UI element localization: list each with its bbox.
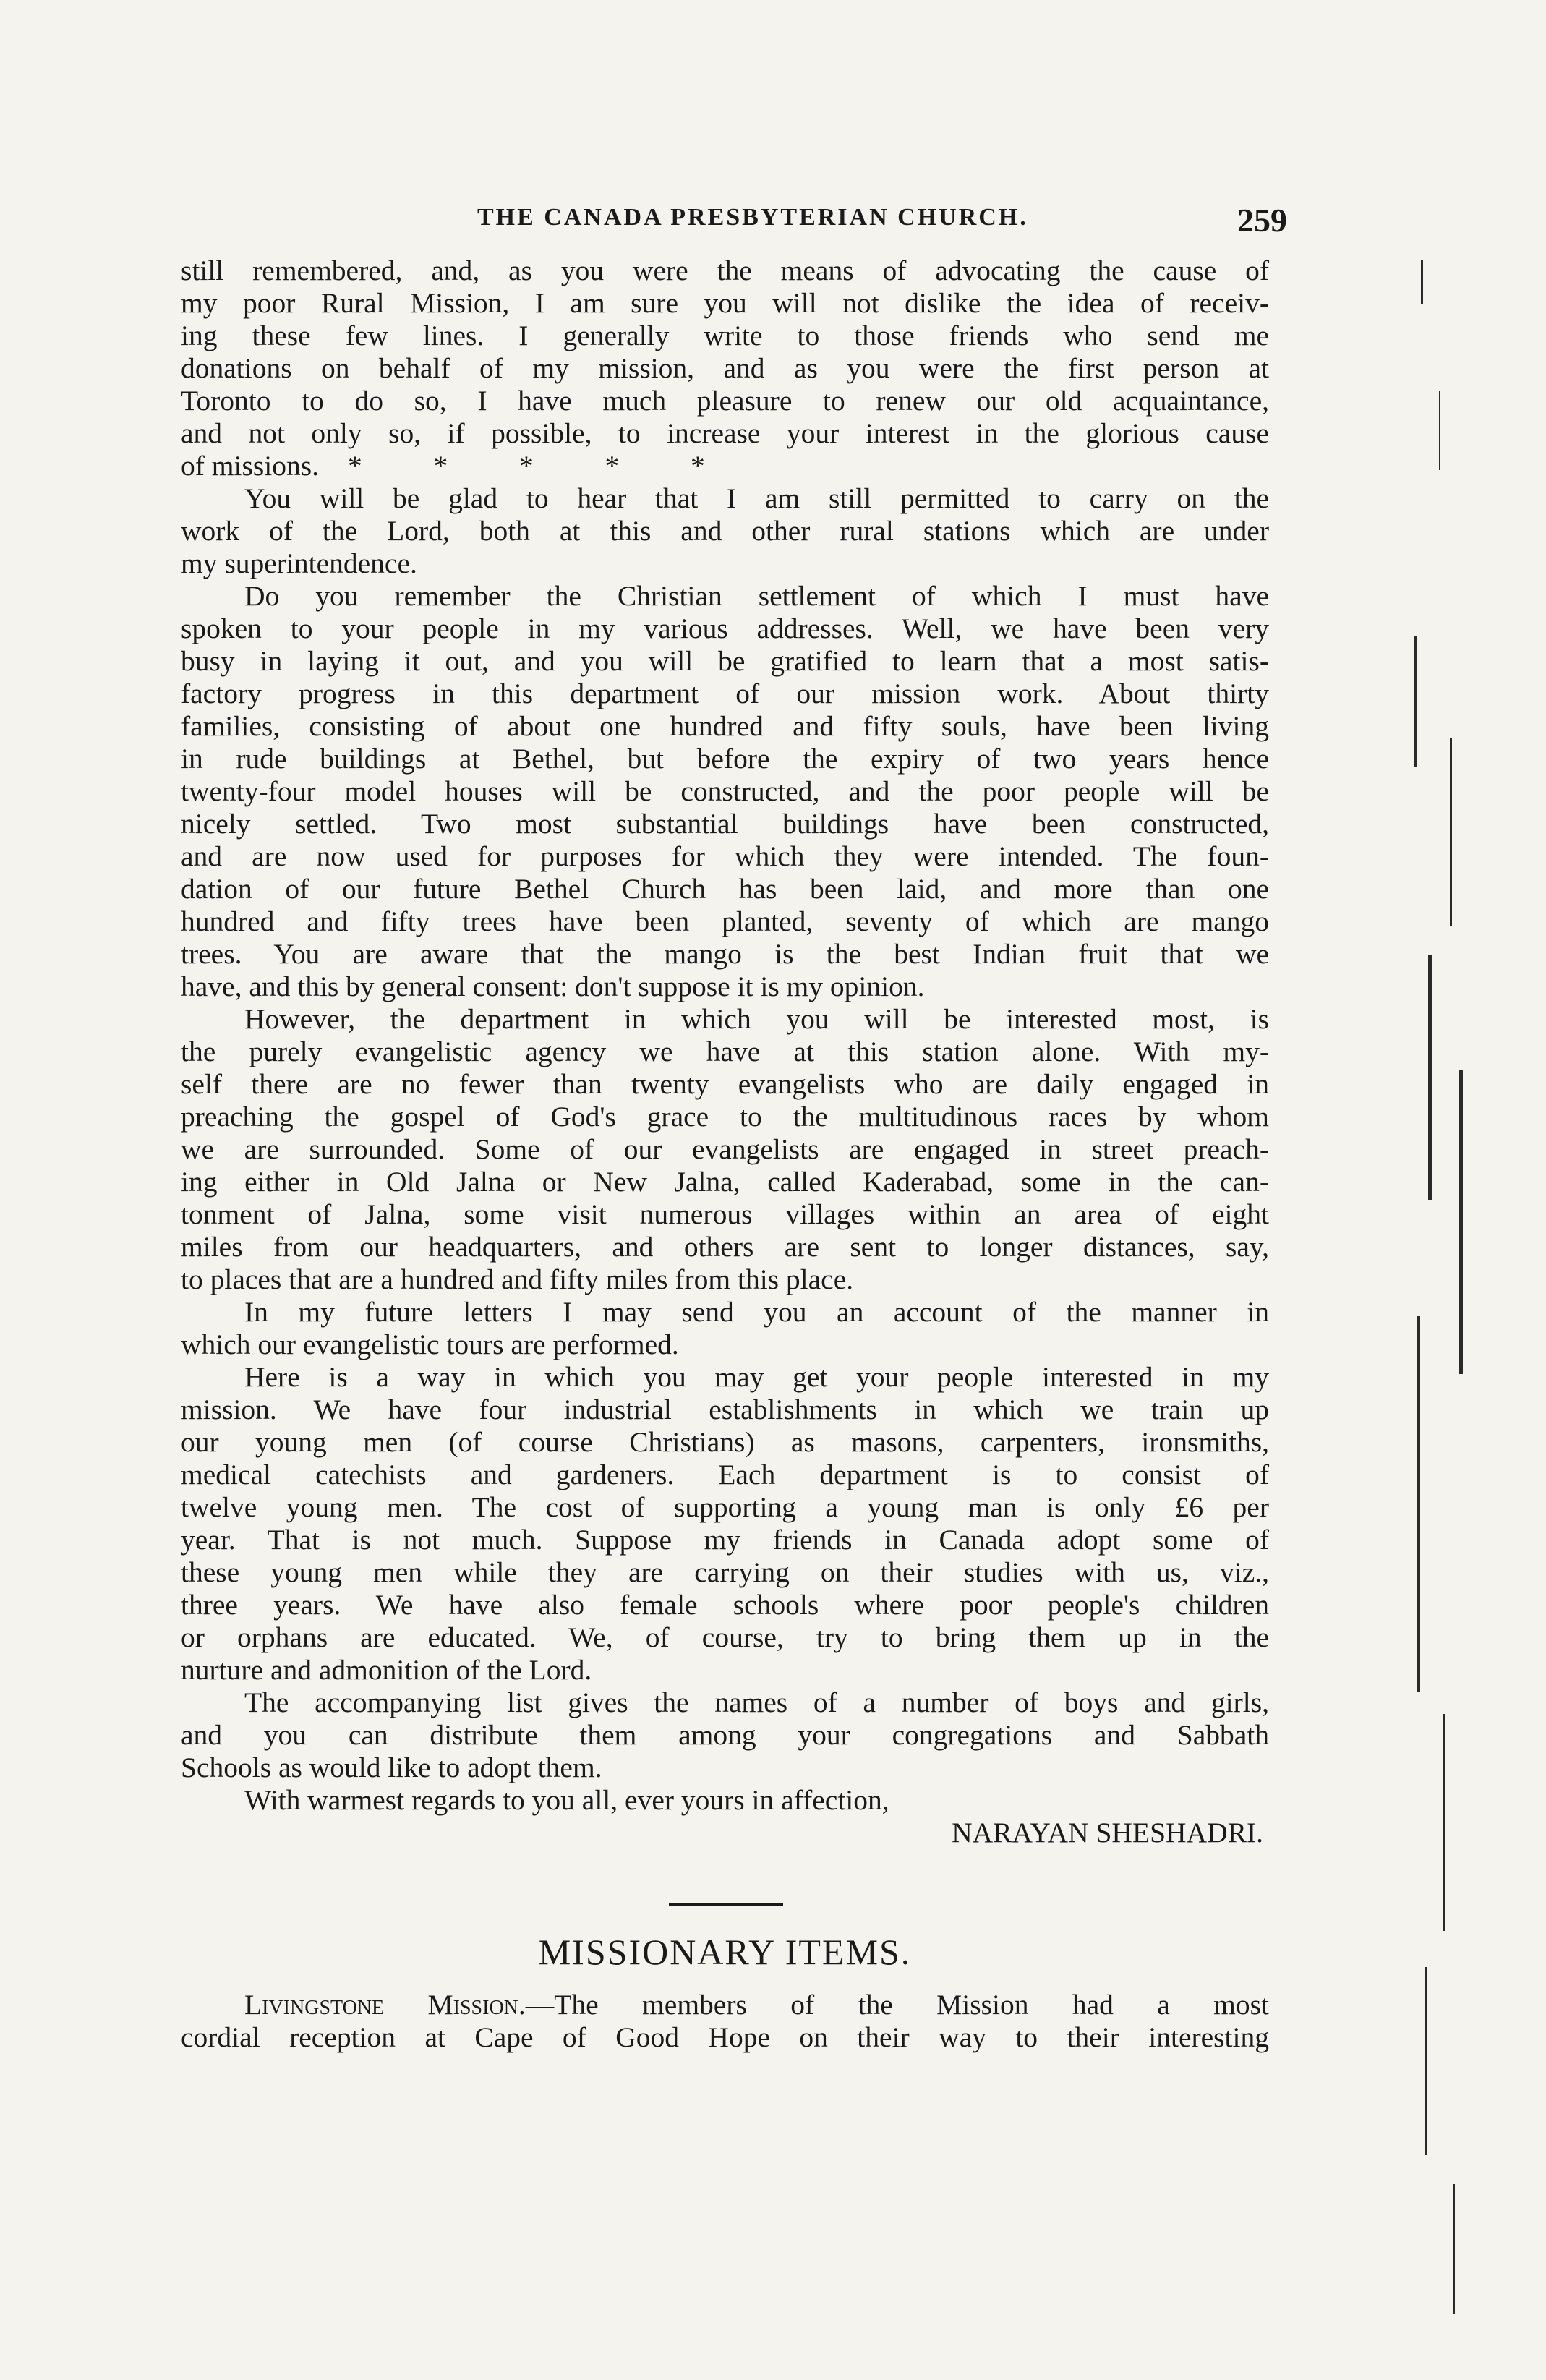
- section-body: [181, 1989, 1269, 2054]
- text-line: medical catechists and gardeners. Each department is to consist of: [181, 1459, 1269, 1490]
- text-line: spoken to your people in my various addresses. Well, we have been very: [181, 613, 1269, 644]
- paragraph-start: Here is a way in which you may get your people interested in my: [244, 1361, 1269, 1393]
- text-line: year. That is not much. Suppose my friends in Canada adopt some of: [181, 1524, 1269, 1556]
- scan-speck: [1459, 1070, 1463, 1374]
- text-line: twelve young men. The cost of supporting a young man is only £6 per: [181, 1491, 1269, 1523]
- text-line: and not only so, if possible, to increase your interest in the glorious cause: [181, 417, 1269, 449]
- scan-speck: [1428, 955, 1432, 1200]
- signature: NARAYAN SHESHADRI.: [952, 1817, 1263, 1848]
- text-line: miles from our headquarters, and others are sent to longer distances, say,: [181, 1231, 1269, 1263]
- scan-speck: [1414, 636, 1417, 767]
- text-line: three years. We have also female schools where poor people's children: [181, 1589, 1269, 1621]
- section-title: MISSIONARY ITEMS.: [538, 1932, 912, 1972]
- text-line: my superintendence.: [181, 547, 417, 579]
- scan-speck: [1417, 1316, 1420, 1692]
- text-line: [181, 1989, 1269, 2021]
- section-lead: Livingstone Mission.: [244, 1989, 526, 2021]
- section-divider: [669, 1903, 783, 1906]
- text-line: mission. We have four industrial establishments in which we train up: [181, 1394, 1269, 1425]
- scan-speck: [1439, 391, 1440, 470]
- text-line: Toronto to do so, I have much pleasure to renew our old acquaintance,: [181, 385, 1269, 417]
- scan-speck: [1443, 1714, 1445, 1931]
- text-line: ing these few lines. I generally write to those friends who send me: [181, 320, 1269, 351]
- binding-edge-noise: [1399, 231, 1486, 2358]
- text-line: our young men (of course Christians) as masons, carpenters, ironsmiths,: [181, 1426, 1269, 1458]
- scan-speck: [1453, 2184, 1455, 2314]
- text-line: work of the Lord, both at this and other rural stations which are under: [181, 515, 1269, 547]
- text-line: to places that are a hundred and fifty miles from this place.: [181, 1263, 854, 1295]
- text-line: and are now used for purposes for which they were intended. The foun-: [181, 840, 1269, 872]
- text-line: factory progress in this department of our mission work. About thirty: [181, 678, 1269, 709]
- page-number: 259: [1237, 202, 1287, 239]
- text-line: tonment of Jalna, some visit numerous villages within an area of eight: [181, 1198, 1269, 1230]
- text-line-with-stars: [181, 450, 1269, 482]
- section-line-rest: —The members of the Mission had a most: [525, 1989, 1269, 2021]
- text-line: still remembered, and, as you were the means of advocating the cause of: [181, 255, 1269, 286]
- scan-speck: [1421, 260, 1423, 304]
- text-line: cordial reception at Cape of Good Hope on their way to their interesting: [181, 2021, 1269, 2053]
- paragraph-start: The accompanying list gives the names of a number of boys and girls,: [244, 1686, 1269, 1718]
- text-line: ing either in Old Jalna or New Jalna, called Kaderabad, some in the can-: [181, 1166, 1269, 1198]
- text-line: self there are no fewer than twenty evangelists who are daily engaged in: [181, 1068, 1269, 1100]
- text-line: which our evangelistic tours are performed.: [181, 1328, 679, 1360]
- scan-speck: [1450, 738, 1452, 926]
- text-line: trees. You are aware that the mango is the best Indian fruit that we: [181, 938, 1269, 970]
- text-line: donations on behalf of my mission, and as you were the first person at: [181, 352, 1269, 384]
- text-line: families, consisting of about one hundred and fifty souls, have been living: [181, 710, 1269, 742]
- text-line: in rude buildings at Bethel, but before the expiry of two years hence: [181, 743, 1269, 775]
- text-line: these young men while they are carrying on their studies with us, viz.,: [181, 1556, 1269, 1588]
- closing-line: With warmest regards to you all, ever yours in affection,: [244, 1784, 889, 1816]
- text-line: of missions.: [181, 450, 319, 482]
- running-title: THE CANADA PRESBYTERIAN CHURCH.: [477, 204, 1028, 231]
- text-line: my poor Rural Mission, I am sure you will not dislike the idea of receiv-: [181, 287, 1269, 319]
- text-line: have, and this by general consent: don't suppose it is my opinion.: [181, 971, 925, 1002]
- paragraph-start: In my future letters I may send you an account of the manner in: [244, 1296, 1269, 1328]
- text-line: the purely evangelistic agency we have at this station alone. With my-: [181, 1036, 1269, 1067]
- text-line: twenty-four model houses will be constructed, and the poor people will be: [181, 775, 1269, 807]
- text-line: or orphans are educated. We, of course, try to bring them up in the: [181, 1621, 1269, 1653]
- paragraph-start: However, the department in which you will be interested most, is: [244, 1003, 1269, 1035]
- text-line: nicely settled. Two most substantial buildings have been constructed,: [181, 808, 1269, 840]
- text-line: Schools as would like to adopt them.: [181, 1752, 602, 1783]
- text-line: busy in laying it out, and you will be gratified to learn that a most satis-: [181, 645, 1269, 677]
- letter-body: [181, 255, 1269, 1849]
- text-line: and you can distribute them among your congregations and Sabbath: [181, 1719, 1269, 1751]
- running-head: [239, 204, 1287, 240]
- scan-speck: [1425, 1967, 1427, 2155]
- text-line: hundred and fifty trees have been planted, seventy of which are mango: [181, 905, 1269, 937]
- paragraph-start: You will be glad to hear that I am still permitted to carry on the: [244, 482, 1269, 514]
- ellipsis-stars: * * * * *: [347, 450, 705, 482]
- paragraph-start: Do you remember the Christian settlement of which I must have: [244, 580, 1269, 612]
- text-line: dation of our future Bethel Church has been laid, and more than one: [181, 873, 1269, 905]
- text-line: nurture and admonition of the Lord.: [181, 1654, 592, 1686]
- text-line: preaching the gospel of God's grace to the multitudinous races by whom: [181, 1101, 1269, 1133]
- text-line: we are surrounded. Some of our evangelists are engaged in street preach-: [181, 1133, 1269, 1165]
